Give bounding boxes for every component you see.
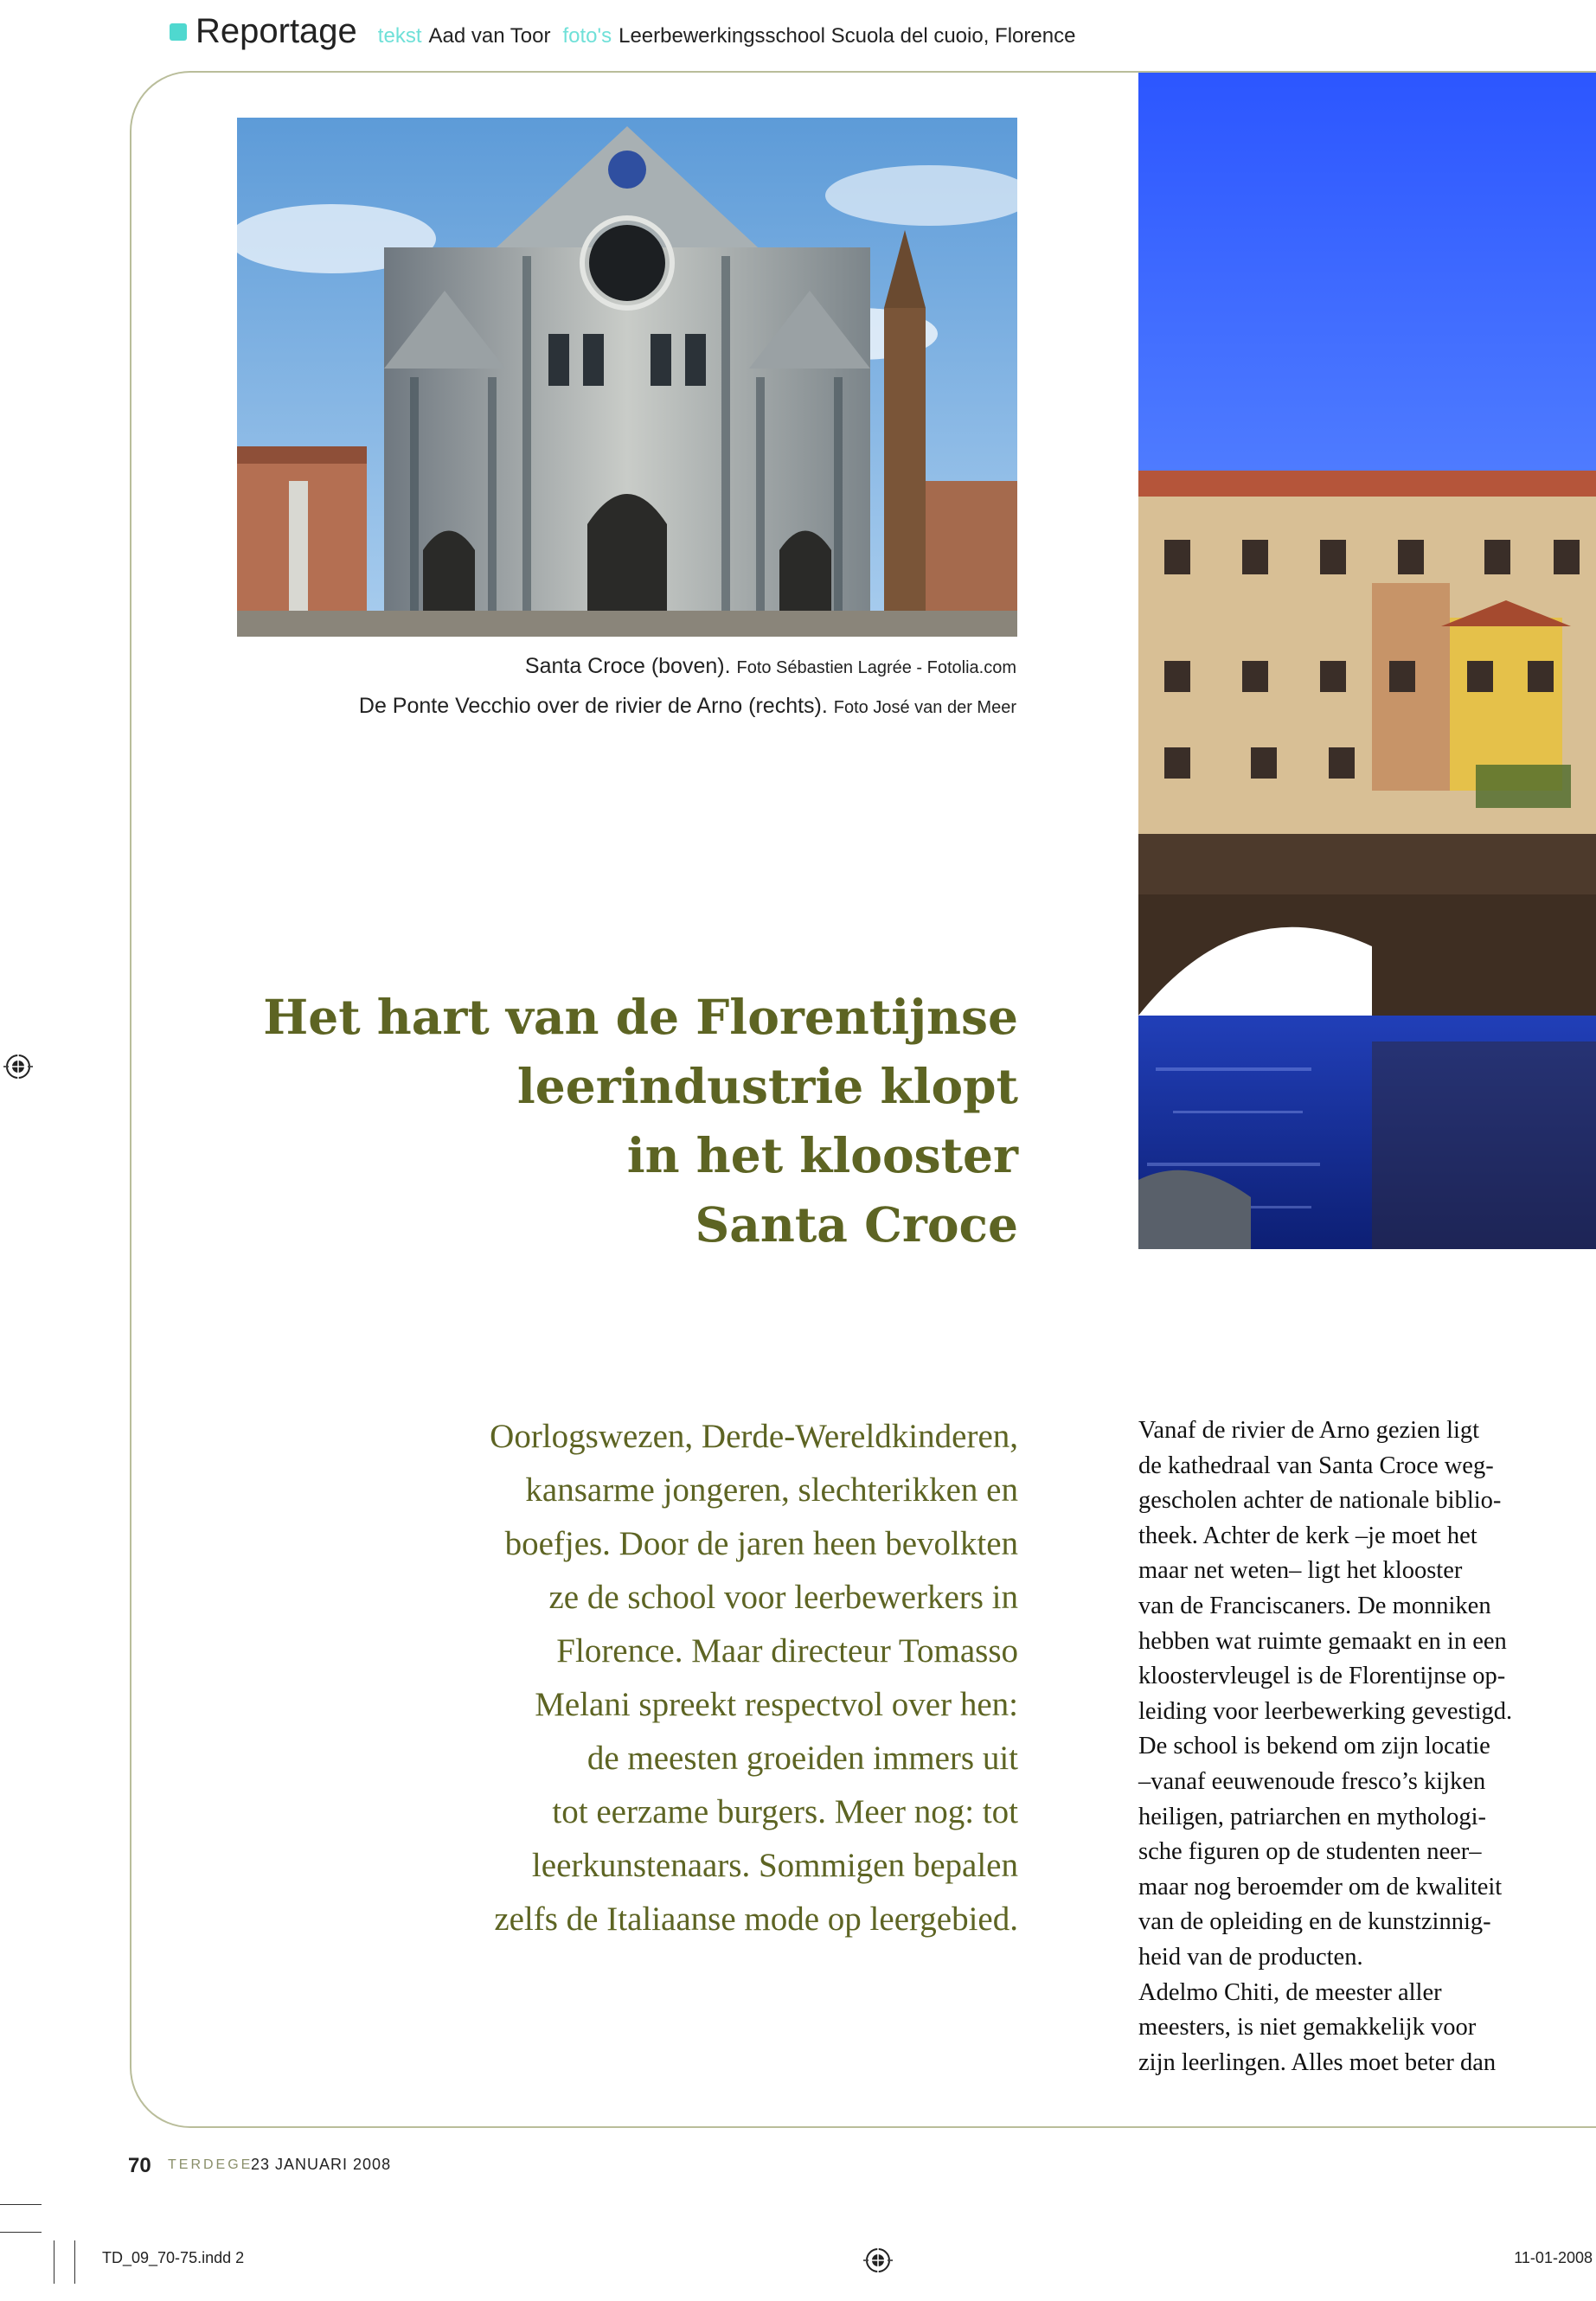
body-line: de kathedraal van Santa Croce weg- [1138,1452,1494,1479]
crop-mark [0,2204,42,2205]
issue-date: 23 JANUARI 2008 [251,2156,392,2173]
article-header [170,12,1087,61]
caption-ponte-vecchio [359,694,1016,719]
body-line: leiding voor leerbewerking gevestigd. [1138,1697,1513,1725]
caption-credit: Foto José van der Meer [833,698,1016,717]
intro-line: Melani spreekt respectvol over hen: [535,1686,1018,1723]
intro-line: zelfs de Italiaanse mode op leergebied. [494,1900,1018,1938]
headline-line: Het hart van de Florentijnse [263,989,1018,1045]
headline-line: in het klooster [626,1127,1018,1183]
body-line: maar nog beroemder om de kwaliteit [1138,1873,1503,1900]
page-number: 70 [128,2154,151,2177]
author-name: Aad van Toor [428,24,551,48]
intro-line: boefjes. Door de jaren heen bevolkten [504,1525,1018,1562]
body-line: heid van de producten. [1138,1943,1363,1971]
intro-line: ze de school voor leerbewerkers in [548,1579,1018,1616]
headline-line: Santa Croce [695,1196,1018,1253]
intro-line: Oorlogswezen, Derde-Wereldkinderen, [490,1418,1018,1455]
photo-credit: Leerbewerkingsschool Scuola del cuoio, Florence [619,24,1076,48]
crop-mark [0,2232,42,2233]
body-line: gescholen achter de nationale biblio- [1138,1487,1502,1515]
intro-line: Florence. Maar directeur Tomasso [556,1632,1018,1670]
body-line: Vanaf de rivier de Arno gezien ligt [1138,1417,1480,1444]
body-line: van de Franciscaners. De monniken [1138,1592,1491,1619]
registration-mark-icon [3,1052,33,1081]
body-line: Adelmo Chiti, de meester aller [1138,1978,1442,2006]
registration-mark-icon [863,2246,893,2275]
body-line: meesters, is niet gemakkelijk voor [1138,2014,1477,2041]
magazine-name: TERDEGE [168,2157,253,2172]
article-intro [240,1410,1018,1946]
caption-santa-croce [525,654,1016,679]
intro-line: tot eerzame burgers. Meer nog: tot [552,1793,1018,1830]
slug-date: 11-01-2008 [1514,2249,1593,2266]
caption-credit: Foto Sébastien Lagrée - Fotolia.com [736,658,1016,677]
intro-line: kansarme jongeren, slechterikken en [525,1471,1018,1509]
body-line: zijn leerlingen. Alles moet beter dan [1138,2048,1497,2076]
file-slug: TD_09_70-75.indd 2 [102,2249,245,2266]
body-line: –vanaf eeuwenoude fresco’s kijken [1138,1767,1486,1795]
photos-label: foto's [562,24,612,48]
section-marker-icon [170,23,187,41]
article-headline [153,983,1018,1259]
text-label: tekst [377,24,422,48]
body-line: De school is bekend om zijn locatie [1138,1733,1490,1760]
crop-mark [74,2240,75,2284]
body-line: sche figuren op de studenten neer– [1138,1838,1482,1866]
caption-text: De Ponte Vecchio over de rivier de Arno (rechts). [358,694,828,718]
intro-line: de meesten groeiden immers uit [586,1740,1018,1777]
headline-line: leerindustrie klopt [516,1058,1018,1114]
ponte-vecchio-photo [1138,73,1596,1249]
body-line: maar net weten– ligt het klooster [1138,1557,1463,1585]
body-line: theek. Achter de kerk –je moet het [1138,1522,1477,1549]
body-line: van de opleiding en de kunstzinnig- [1138,1908,1491,1936]
intro-line: leerkunstenaars. Sommigen bepalen [531,1847,1018,1884]
santa-croce-photo [237,118,1017,637]
body-line: hebben wat ruimte gemaakt en in een [1138,1627,1507,1655]
body-line: kloostervleugel is de Florentijnse op- [1138,1663,1506,1690]
caption-text: Santa Croce (boven). [524,654,731,678]
body-line: heiligen, patriarchen en mythologi- [1138,1803,1487,1830]
article-body [1138,1413,1588,2080]
section-title: Reportage [195,12,357,50]
